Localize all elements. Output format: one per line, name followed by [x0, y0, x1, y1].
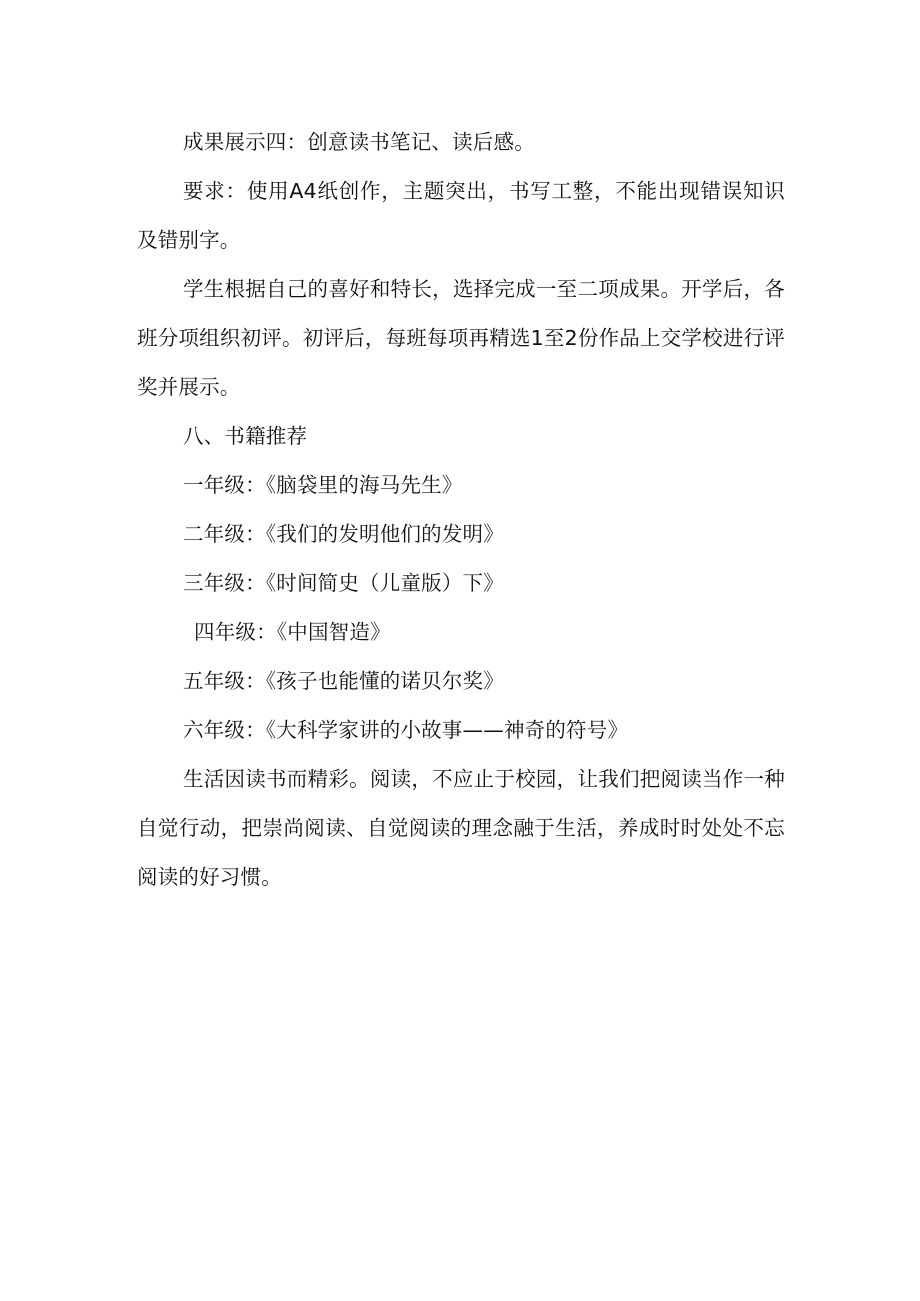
book-title: 《时间简史（儿童版）下》 [265, 571, 504, 595]
book-item-grade-2 [137, 510, 785, 559]
paragraph-evaluation: 学生根据自己的喜好和特长，选择完成一至二项成果。开学后，各班分项组织初评。初评后，每班每项再精选1至2份作品上交学校进行评奖并展示。 [137, 277, 785, 399]
grade-label: 六年级： [183, 718, 266, 742]
book-title: 《中国智造》 [276, 620, 391, 644]
book-item-grade-3 [137, 559, 785, 608]
grade-label: 三年级： [183, 571, 266, 595]
grade-label: 二年级： [183, 522, 266, 546]
book-item-grade-6 [137, 706, 785, 755]
paragraph-achievement-four: 成果展示四：创意读书笔记、读后感。 [183, 130, 535, 154]
book-title: 《大科学家讲的小故事——神奇的符号》 [265, 718, 629, 742]
grade-label: 一年级： [183, 473, 266, 497]
book-title: 《脑袋里的海马先生》 [265, 473, 463, 497]
paragraph-closing: 生活因读书而精彩。阅读，不应止于校园，让我们把阅读当作一种自觉行动，把崇尚阅读、自觉阅读的理念融于生活，养成时时处处不忘阅读的好习惯。 [137, 767, 785, 889]
book-item-grade-4 [137, 608, 785, 657]
book-title: 《孩子也能懂的诺贝尔奖》 [265, 669, 504, 693]
book-item-grade-1 [137, 461, 785, 510]
book-title: 《我们的发明他们的发明》 [265, 522, 504, 546]
book-item-grade-5 [137, 657, 785, 706]
section-heading-book-recommendations: 八、书籍推荐 [183, 424, 308, 448]
document-body [137, 118, 785, 902]
grade-label: 四年级： [194, 620, 277, 644]
paragraph-requirements: 要求：使用A4纸创作，主题突出，书写工整，不能出现错误知识及错别字。 [137, 179, 785, 252]
grade-label: 五年级： [183, 669, 266, 693]
